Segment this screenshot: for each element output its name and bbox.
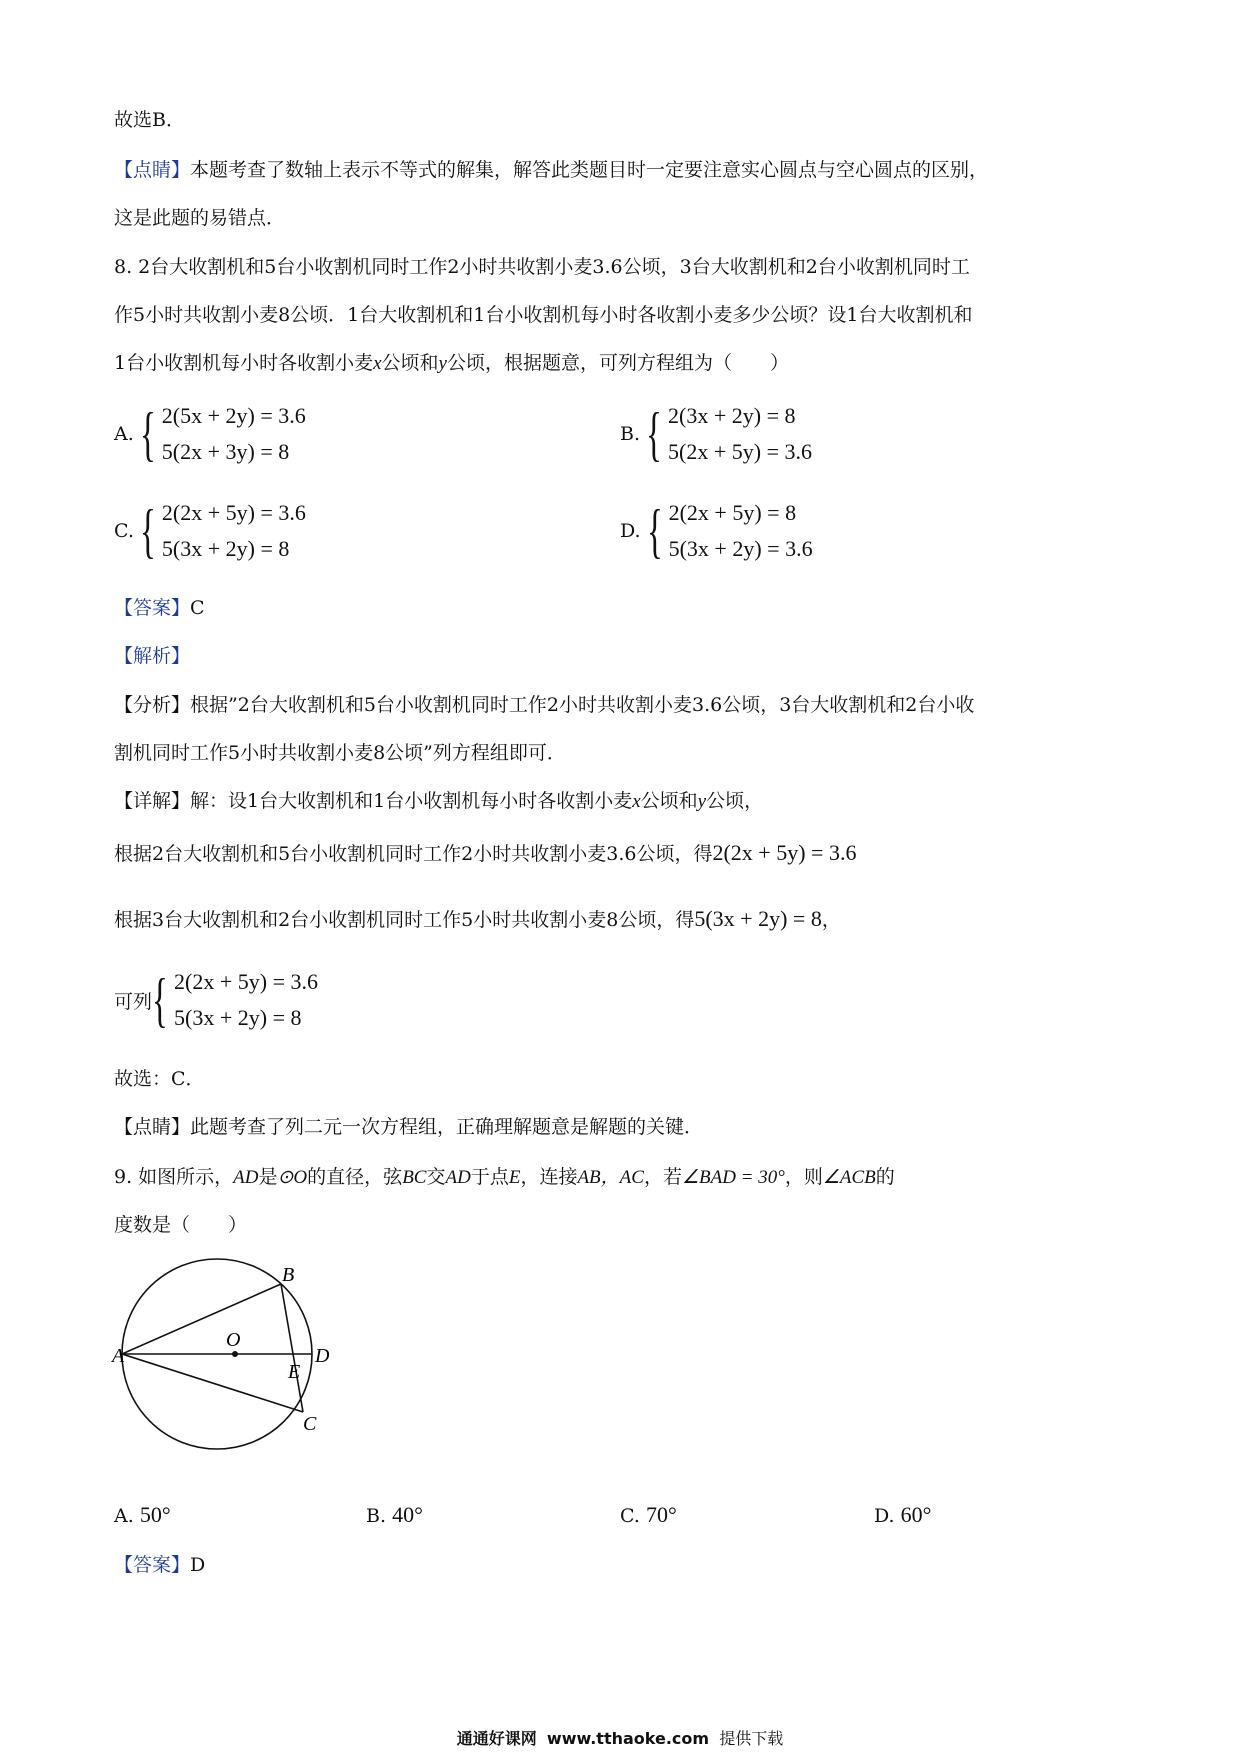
text: 1台小收割机每小时各收割小麦 xyxy=(114,352,374,374)
var-y: y xyxy=(438,353,447,374)
text: 公顷和 xyxy=(640,790,698,812)
center-point xyxy=(232,1351,238,1357)
math: BC xyxy=(402,1167,427,1188)
math: AB，AC xyxy=(577,1167,644,1188)
option-label: C. xyxy=(620,1505,640,1527)
question-8-line-2: 作5小时共收割小麦8公顷．1台大收割机和1台小收割机每小时各收割小麦多少公顷？设1台大收割机和 xyxy=(114,304,973,326)
text: 根据3台大收割机和2台小收割机同时工作5小时共收割小麦8公顷，得 xyxy=(114,909,695,931)
equation: 5(2x + 5y) = 3.6 xyxy=(668,439,812,464)
segment-ab xyxy=(122,1284,281,1354)
footer-site: 通通好课网 xyxy=(456,1729,537,1748)
equation: 5(3x + 2y) = 3.6 xyxy=(668,536,813,561)
step-2-line xyxy=(114,906,841,933)
footer-provide: 提供下载 xyxy=(719,1729,784,1748)
dianjing-text: 此题考查了列二元一次方程组，正确理解题意是解题的关键． xyxy=(190,1116,704,1138)
text: 公顷， xyxy=(706,790,764,812)
brace-icon: { xyxy=(152,967,168,1033)
fenxi-line-1 xyxy=(114,692,974,718)
xiangjie-tag: 【详解】 xyxy=(114,790,191,812)
math: AD xyxy=(445,1167,471,1188)
answer-line xyxy=(114,1552,205,1578)
var-x: x xyxy=(632,791,641,812)
text: ， xyxy=(821,909,841,931)
text: 根据2台大收割机和5台小收割机同时工作2小时共收割小麦3.6公顷，得 xyxy=(114,843,713,865)
fenxi-text: 根据”2台大收割机和5台小收割机同时工作2小时共收割小麦3.6公顷，3台大收割机和2台小收 xyxy=(190,694,975,716)
option-c xyxy=(620,1502,677,1528)
circle-figure xyxy=(110,1248,370,1468)
text: 于点 xyxy=(470,1166,509,1188)
option-c xyxy=(114,495,306,567)
analysis-tag: 【解析】 xyxy=(114,645,191,667)
math: ∠BAD = 30° xyxy=(681,1167,785,1188)
text: 是 xyxy=(258,1166,278,1188)
option-d xyxy=(874,1502,931,1528)
equation: 5(3x + 2y) = 8 xyxy=(161,536,290,561)
fenxi-tag: 【分析】 xyxy=(114,694,191,716)
math: AD xyxy=(233,1167,259,1188)
text: 解：设1台大收割机和1台小收割机每小时各收割小麦 xyxy=(190,790,633,812)
point-label-e: E xyxy=(288,1361,301,1383)
point-label-d: D xyxy=(315,1345,330,1367)
question-8-line-3 xyxy=(114,350,789,377)
fenxi-line-2: 割机同时工作5小时共收割小麦8公顷”列方程组即可． xyxy=(114,742,566,764)
text: ，连接 xyxy=(520,1166,578,1188)
option-label: A. xyxy=(114,1505,134,1527)
equation: 5(2x + 3y) = 8 xyxy=(161,439,290,464)
text: 公顷，根据题意，可列方程组为（ ） xyxy=(446,352,789,374)
analysis-heading xyxy=(114,643,190,669)
math: ⊙O xyxy=(277,1167,308,1188)
option-d xyxy=(620,495,813,567)
brace-icon: { xyxy=(139,401,156,467)
kelie-label: 可列 xyxy=(114,990,153,1013)
segment-bc xyxy=(281,1284,303,1412)
option-label: B. xyxy=(366,1505,387,1527)
dianjing-tag: 【点睛】 xyxy=(114,1116,191,1138)
equation: 5(3x + 2y) = 8 xyxy=(174,1005,302,1030)
point-label-b: B xyxy=(282,1264,295,1286)
comment-text: 本题考查了数轴上表示不等式的解集，解答此类题目时一定要注意实心圆点与空心圆点的区别， xyxy=(190,159,989,181)
question-8-line-1: 8. 2台大收割机和5台小收割机同时工作2小时共收割小麦3.6公顷，3台大收割机和2台小收割机同时工 xyxy=(114,256,970,278)
text-line: 故选B． xyxy=(114,109,185,131)
page-footer xyxy=(0,1726,1240,1749)
option-b xyxy=(366,1502,423,1528)
brace-icon: { xyxy=(139,498,156,564)
dianjing-line xyxy=(114,1114,703,1140)
option-label: D. xyxy=(874,1505,895,1527)
equation: 2(5x + 2y) = 3.6 xyxy=(161,403,306,428)
math: ∠ACB xyxy=(822,1167,876,1188)
option-value: 40° xyxy=(392,1502,423,1527)
option-value: 60° xyxy=(900,1502,932,1527)
option-b xyxy=(620,398,812,470)
option-value: 70° xyxy=(645,1502,677,1527)
equation: 2(2x + 5y) = 3.6 xyxy=(174,969,318,994)
conclusion-line: 故选：C． xyxy=(114,1068,205,1090)
math: E xyxy=(508,1167,521,1188)
answer-tag: 【答案】 xyxy=(114,597,191,619)
point-label-a: A xyxy=(112,1345,125,1367)
text: 公顷和 xyxy=(381,352,439,374)
equation: 2(2x + 5y) = 8 xyxy=(668,500,797,525)
segment-ac xyxy=(122,1354,303,1412)
equation: 5(3x + 2y) = 8 xyxy=(694,906,822,931)
brace-icon: { xyxy=(646,498,663,564)
question-9-line-1 xyxy=(114,1164,895,1191)
equation: 2(2x + 5y) = 3.6 xyxy=(161,500,306,525)
option-a xyxy=(114,1502,171,1528)
var-x: x xyxy=(373,353,382,374)
answer-value: D xyxy=(190,1554,206,1576)
text: 的直径，弦 xyxy=(307,1166,403,1188)
answer-tag: 【答案】 xyxy=(114,1554,191,1576)
text: 的 xyxy=(875,1166,895,1188)
brace-icon: { xyxy=(646,401,662,467)
xiangjie-line xyxy=(114,788,763,815)
equation: 2(2x + 5y) = 3.6 xyxy=(712,840,857,865)
kelie-system xyxy=(114,964,318,1036)
equation: 2(3x + 2y) = 8 xyxy=(668,403,796,428)
var-y: y xyxy=(697,791,707,812)
text-line: 这是此题的易错点． xyxy=(114,207,286,229)
comment-tag: 【点睛】 xyxy=(114,159,191,181)
step-1-line xyxy=(114,840,856,867)
answer-line xyxy=(114,595,205,621)
text: ，则 xyxy=(784,1166,823,1188)
footer-url[interactable]: www.tthaoke.com xyxy=(546,1729,710,1748)
option-label: A. xyxy=(114,423,134,445)
question-9-line-2: 度数是（ ） xyxy=(114,1214,248,1236)
text: 交 xyxy=(426,1166,446,1188)
option-label: D. xyxy=(620,520,641,542)
option-a xyxy=(114,398,306,470)
point-label-o: O xyxy=(226,1329,241,1351)
option-label: C. xyxy=(114,520,134,542)
answer-value: C xyxy=(190,597,205,619)
text: 9. 如图所示， xyxy=(114,1166,234,1188)
comment-line xyxy=(114,157,988,183)
option-value: 50° xyxy=(139,1502,171,1527)
text: ，若 xyxy=(643,1166,682,1188)
point-label-c: C xyxy=(303,1413,317,1435)
option-label: B. xyxy=(620,423,641,445)
